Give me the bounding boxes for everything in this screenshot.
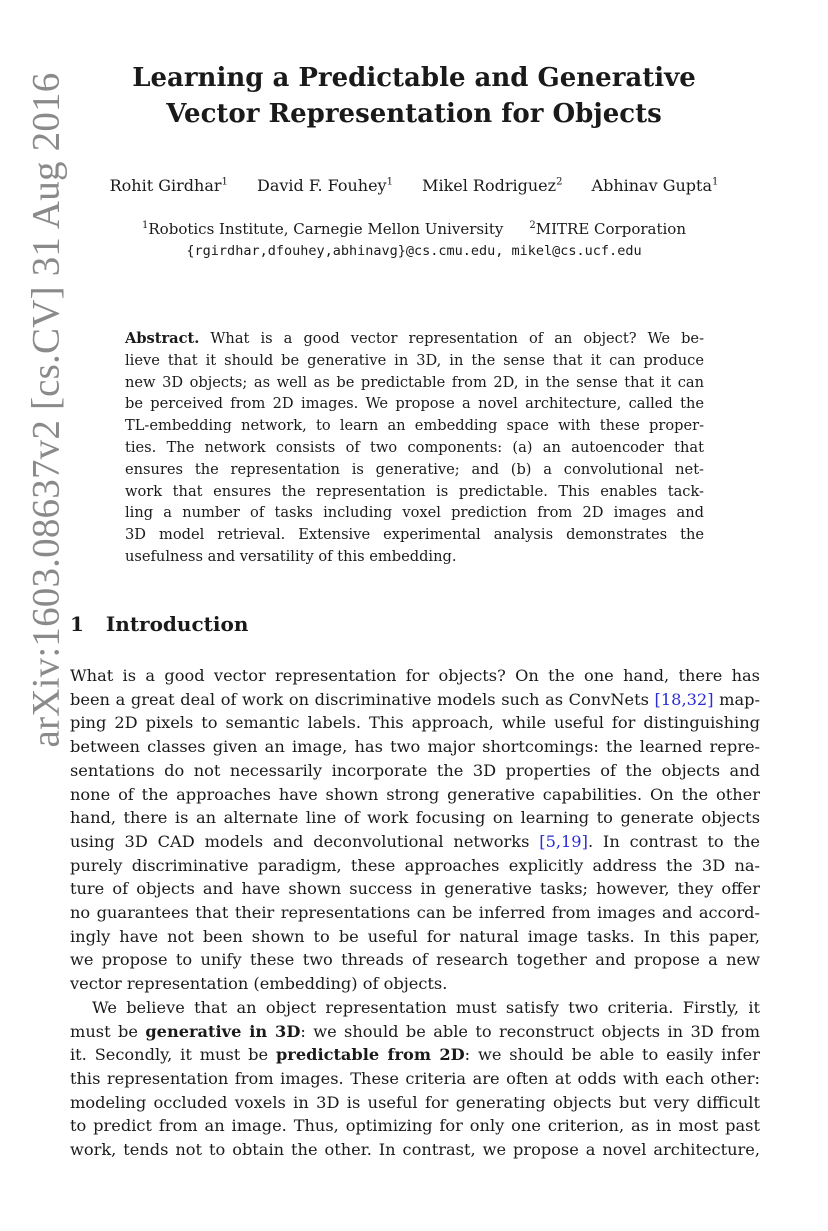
affiliation-mitre: MITRE Corporation xyxy=(535,220,686,238)
body-line: ingly have not been shown to be useful for natural image tasks. In this paper, xyxy=(70,926,760,946)
section-heading-introduction xyxy=(70,612,248,636)
title-line-1: Learning a Predictable and Generative xyxy=(132,63,696,93)
author-fouhey: David F. Fouhey$^1$ xyxy=(256,176,393,195)
body-line: We believe that an object representation must satisfy two criteria. Firstly, it xyxy=(92,997,760,1017)
author-gupta: Abhinav Gupta$^1$ xyxy=(591,176,719,195)
body-line: ping 2D pixels to semantic labels. This approach, while useful for distinguishing xyxy=(70,713,760,733)
abstract xyxy=(125,328,704,568)
body-line: purely discriminative paradigm, these approaches explicitly address the 3D na- xyxy=(70,855,760,875)
author-rodriguez: Mikel Rodriguez$^2$ xyxy=(422,176,563,195)
body-line: none of the approaches have shown strong generative capabilities. On the other xyxy=(70,784,760,804)
emphasis-generative: generative in 3D xyxy=(145,1021,301,1041)
abstract-line: ling a number of tasks including voxel prediction from 2D images and xyxy=(125,504,704,522)
affiliations xyxy=(70,218,758,262)
abstract-line: ensures the representation is generative; and (b) a convolutional net- xyxy=(125,460,704,478)
body-line: What is a good vector representation for objects? On the one hand, there has xyxy=(70,666,760,685)
abstract-line: Abstract. What is a good vector representation of an object? We be- xyxy=(125,330,705,347)
section-number: 1 xyxy=(70,612,84,636)
abstract-line: lieve that it should be generative in 3D, in the sense that it can produce xyxy=(125,351,704,369)
author-list xyxy=(70,176,758,195)
title-line-2: Vector Representation for Objects xyxy=(166,99,662,129)
section-title: Introduction xyxy=(105,612,249,636)
emphasis-predictable: predictable from 2D xyxy=(275,1045,465,1065)
citation-link[interactable]: [5,19] xyxy=(539,831,588,851)
body-line: sentations do not necessarily incorporate the 3D properties of the objects and xyxy=(70,760,760,780)
body-line: we propose to unify these two threads of research together and propose a new xyxy=(70,950,760,970)
body-line: this representation from images. These criteria are often at odds with each other: xyxy=(70,1068,760,1088)
arxiv-identifier-stamp: arXiv:1603.08637v2 [cs.CV] 31 Aug 2016 xyxy=(24,72,68,748)
body-line: been a great deal of work on discriminative models such as ConvNets [18,32] map- xyxy=(70,689,760,709)
introduction-body xyxy=(70,664,760,1162)
body-line: hand, there is an alternate line of work focusing on learning to generate objects xyxy=(70,808,760,828)
body-line: using 3D CAD models and deconvolutional networks [5,19]. In contrast to the xyxy=(70,831,760,851)
body-line: vector representation (embedding) of objects. xyxy=(70,974,448,994)
body-line: between classes given an image, has two major shortcomings: the learned repre- xyxy=(70,737,760,757)
body-line: no guarantees that their representations can be inferred from images and accord- xyxy=(70,903,760,923)
affiliation-line: $^1$Robotics Institute, Carnegie Mellon University $^2$MITRE Corporation xyxy=(142,220,686,238)
body-line: work, tends not to obtain the other. In contrast, we propose a novel architecture, xyxy=(70,1140,760,1160)
paper-title xyxy=(100,60,728,132)
author-emails: {rgirdhar,dfouhey,abhinavg}@cs.cmu.edu, mikel@cs.ucf.edu xyxy=(186,243,642,259)
abstract-line: work that ensures the representation is predictable. This enables tack- xyxy=(125,482,704,500)
body-line: modeling occluded voxels in 3D is useful for generating objects but very difficult xyxy=(70,1092,760,1112)
abstract-line: TL-embedding network, to learn an embedding space with these proper- xyxy=(125,417,704,435)
body-line: it. Secondly, it must be predictable from 2D: we should be able to easily infer xyxy=(70,1045,760,1065)
abstract-line: new 3D objects; as well as be predictable from 2D, in the sense that it can xyxy=(125,373,704,391)
body-line: to predict from an image. Thus, optimizing for only one criterion, as in most past xyxy=(70,1116,760,1136)
abstract-line: be perceived from 2D images. We propose a novel architecture, called the xyxy=(125,395,704,413)
affiliation-cmu: Robotics Institute, Carnegie Mellon University xyxy=(148,220,504,238)
body-line: must be generative in 3D: we should be able to reconstruct objects in 3D from xyxy=(70,1021,760,1041)
abstract-line: usefulness and versatility of this embedding. xyxy=(125,547,457,565)
abstract-heading: Abstract. xyxy=(125,330,200,347)
abstract-line: 3D model retrieval. Extensive experimental analysis demonstrates the xyxy=(125,526,704,544)
author-girdhar: Rohit Girdhar$^1$ xyxy=(109,176,228,195)
body-line: ture of objects and have shown success in generative tasks; however, they offer xyxy=(70,879,760,899)
citation-link[interactable]: [18,32] xyxy=(654,689,714,709)
abstract-line: ties. The network consists of two components: (a) an autoencoder that xyxy=(125,438,704,456)
